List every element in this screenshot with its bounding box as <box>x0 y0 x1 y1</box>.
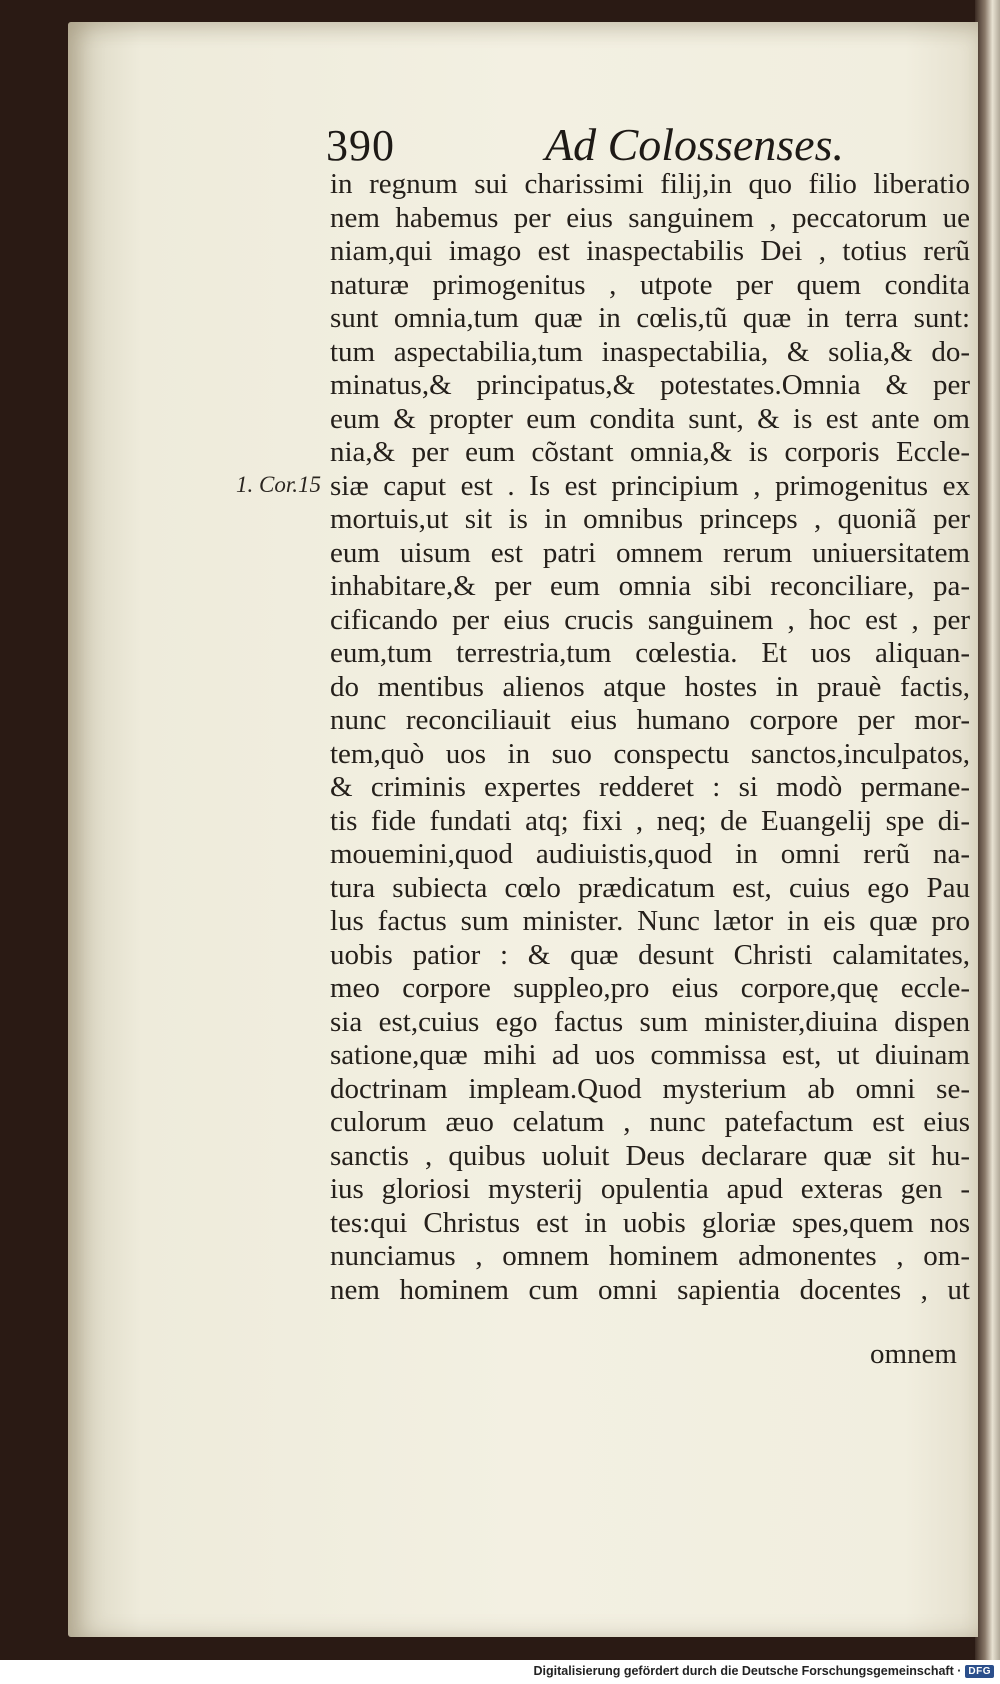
text-line: do mentibus alienos atque hostes in prauè factis, <box>330 670 970 703</box>
footer-credit <box>534 1664 994 1678</box>
text-line: mortuis,ut sit is in omnibus princeps , quoniã per <box>330 503 970 535</box>
page-edge <box>975 0 1000 1660</box>
text-line: doctrinam impleam.Quod mysterium ab omni se- <box>330 1072 970 1105</box>
text-line: tum aspectabilia,tum inaspectabilia, & solia,& do- <box>330 335 970 368</box>
text-line: tes:qui Christus est in uobis gloriæ spes,quem nos <box>330 1206 970 1239</box>
text-line: nem hominem cum omni sapientia docentes , ut <box>330 1273 970 1306</box>
text-line: naturæ primogenitus , utpote per quem condita <box>330 268 970 301</box>
text-line: culorum æuo celatum , nunc patefactum est eius <box>330 1106 970 1138</box>
text-line: sunt omnia,tum quæ in cœlis,tũ quæ in terra sunt: <box>330 302 970 334</box>
text-line: sanctis , quibus uoluit Deus declarare quæ sit hu- <box>330 1139 970 1172</box>
text-line: tura subiecta cœlo prædicatum est, cuius ego Pau <box>330 871 970 904</box>
text-line: nem habemus per eius sanguinem , peccatorum ue <box>330 201 970 234</box>
catchword: omnem <box>870 1338 957 1370</box>
body-text <box>330 168 970 1307</box>
text-line: nunciamus , omnem hominem admonentes , om- <box>330 1240 970 1272</box>
text-line: tis fide fundati atq; fixi , neq; de Euangelij spe di- <box>330 804 970 837</box>
text-line: satione,quæ mihi ad uos commissa est, ut diuinam <box>330 1039 970 1071</box>
credit-text: Digitalisierung gefördert durch die Deutsche Forschungsgemeinschaft · <box>533 1664 962 1678</box>
text-line: ius gloriosi mysterij opulentia apud exteras gen - <box>330 1173 970 1205</box>
text-line: eum & propter eum condita sunt, & is est ante om <box>330 402 970 435</box>
text-line: niam,qui imago est inaspectabilis Dei , totius rerũ <box>330 235 970 267</box>
text-line: uobis patior : & quæ desunt Christi calamitates, <box>330 938 970 971</box>
text-line: & criminis expertes redderet : si modò permane- <box>330 771 970 803</box>
running-head: Ad Colossenses. <box>545 119 844 170</box>
text-line: nia,& per eum cõstant omnia,& is corporis Eccle- <box>330 436 970 468</box>
dfg-logo: DFG <box>965 1665 994 1678</box>
text-line: sia est,cuius ego factus sum minister,diuina dispen <box>330 1005 970 1038</box>
text-line: siæ caput est . Is est principium , primogenitus ex <box>330 469 970 502</box>
text-line: eum uisum est patri omnem rerum uniuersitatem <box>330 536 970 569</box>
margin-note: 1. Cor.15 <box>236 472 321 497</box>
text-line: in regnum sui charissimi filij,in quo filio liberatio <box>330 168 970 200</box>
text-line: inhabitare,& per eum omnia sibi reconciliare, pa- <box>330 570 970 602</box>
page-number: 390 <box>326 121 395 170</box>
text-line: lus factus sum minister. Nunc lætor in eis quæ pro <box>330 905 970 937</box>
text-line: minatus,& principatus,& potestates.Omnia & per <box>330 369 970 401</box>
text-line: meo corpore suppleo,pro eius corpore,quę eccle- <box>330 972 970 1004</box>
text-line: eum,tum terrestria,tum cœlestia. Et uos aliquan- <box>330 637 970 669</box>
text-line: mouemini,quod audiuistis,quod in omni rerũ na- <box>330 838 970 870</box>
text-line: cificando per eius crucis sanguinem , hoc est , per <box>330 603 970 636</box>
text-line: tem,quò uos in suo conspectu sanctos,inculpatos, <box>330 737 970 770</box>
text-line: nunc reconciliauit eius humano corpore per mor- <box>330 704 970 736</box>
